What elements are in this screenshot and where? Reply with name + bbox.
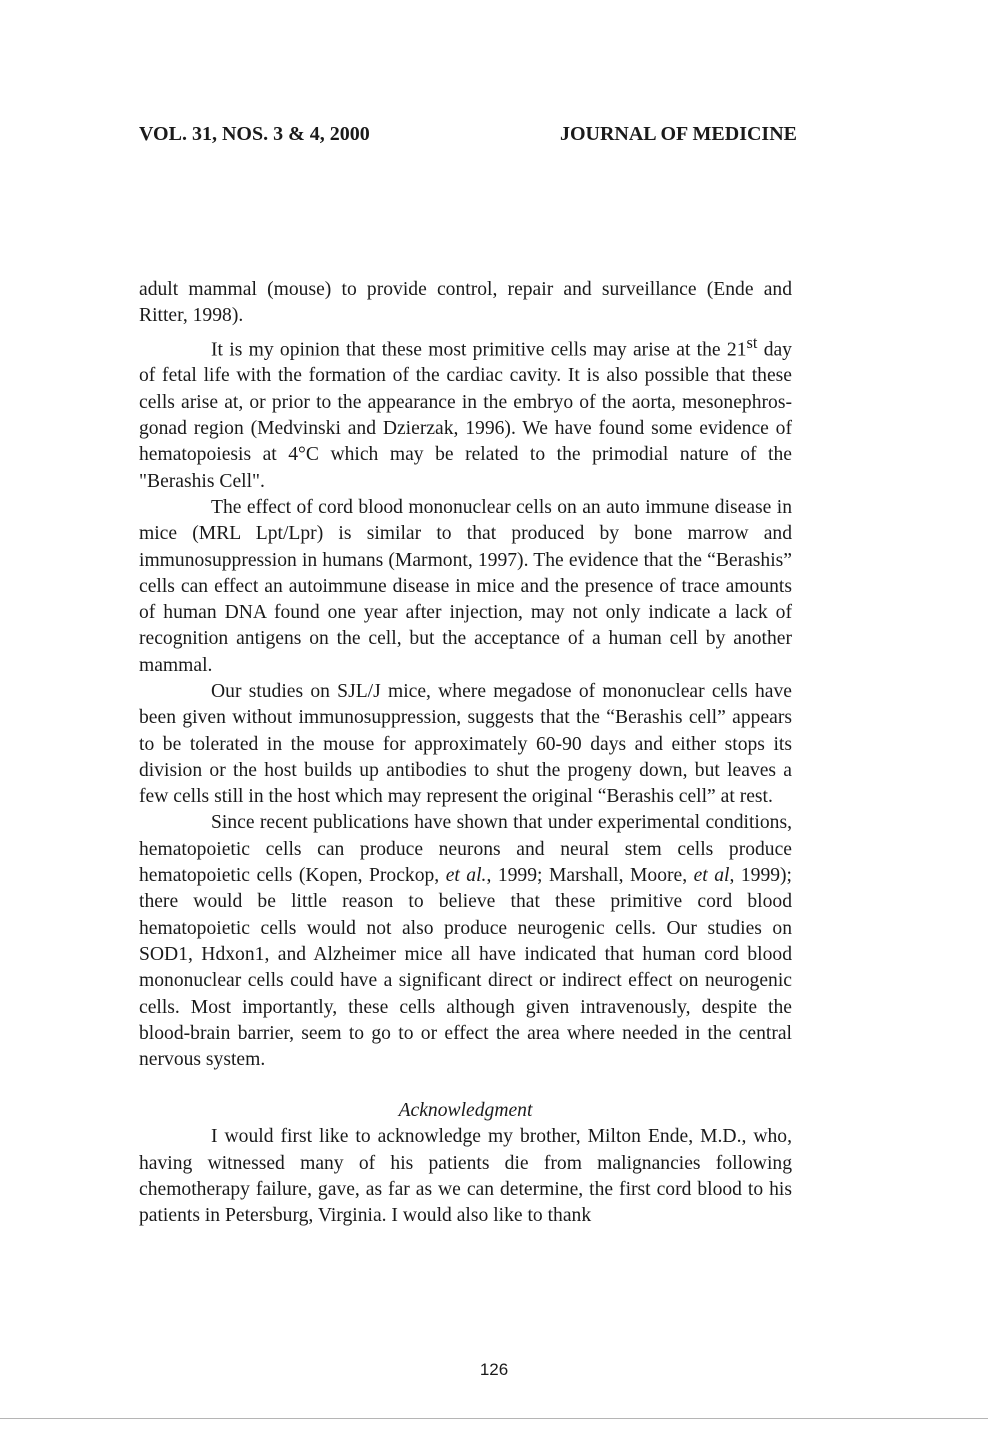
paragraph-autoimmune: The effect of cord blood mononuclear cells on an auto immune disease in mice (MRL Lpt/Lpr) is similar to that produced by bone marrow and immunosuppression in humans (Marmont, 1997). The evidence that the “Berashis” cells can effect an autoimmune disease in mice and the presence of trace amounts of human DNA found one year after injection, may not only indicate a lack of recognition antigens on the cell, but the acceptance of a human cell by another mammal. [139,496,792,676]
citation-etal: et al. [445,865,487,887]
paragraph-sjl-mice: Our studies on SJL/J mice, where megadose of mononuclear cells have been given without immunosuppression, suggests that the “Berashis cell” appears to be tolerated in the mouse for approximately 60-90 days and either stops its division or the host builds up antibodies to shut the progeny down, but leaves a few cells still in the host which may represent the original “Berashis cell” at rest. [139,680,792,808]
acknowledgment-paragraph: I would first like to acknowledge my brother, Milton Ende, M.D., who, having witnessed many of his patients die from malignancies following chemotherapy failure, gave, as far as we can determine, the first cord blood to his patients in Petersburg, Virginia. I would also like to thank [139,1126,792,1227]
paragraph-text: It is my opinion that these most primitive cells may arise at the [211,339,727,361]
page-number: 126 [479,1360,509,1379]
citation-etal: et al [693,865,730,887]
scan-edge-divider [0,1418,988,1419]
journal-title: JOURNAL OF MEDICINE [559,123,797,145]
paragraph-neurogenic [139,810,792,1073]
paragraph-text: , 1999; Marshall, Moore, [486,865,694,887]
running-header [139,123,797,146]
paragraph-text: day of fetal life with the formation of the cardiac cavity. It is also possible that these cells arise at, or prior to the appearance in the embryo of the aorta, mesonephros-gonad region (Medvinski and Dzierzak, 1996). We have found some evidence of hematopoiesis at 4°C which may be related to the primodial nature of the "Berashis Cell". [139,339,792,492]
journal-volume: VOL. 31, NOS. 3 & 4, 2000 [139,123,370,145]
ordinal-suffix: st [746,332,758,352]
paragraph-text: , 1999); there would be little reason to believe that these primitive cord blood hematopoietic cells would not also produce neurogenic cells. Our studies on SOD1, Hdxon1, and Alzheimer mice all have indicated that human cord blood mononuclear cells could have a significant direct or indirect effect on neurogenic cells. Most importantly, these cells although given intravenously, despite the blood-brain barrier, seem to go to or effect the area where needed in the central nervous system. [139,865,793,1071]
paragraph-continuation: adult mammal (mouse) to provide control, repair and surveillance (Ende and Ritter, 1998). [139,279,792,327]
paragraph-origin [139,330,792,495]
paragraph-text: Since recent publications have shown that under experimental conditions, hematopoietic cells can produce neurons and neural stem cells produce hematopoietic cells (Kopen, Prockop, [139,812,792,887]
ordinal-number: 21 [726,339,747,361]
article-body [139,277,792,1230]
acknowledgment-heading: Acknowledgment [398,1100,533,1122]
